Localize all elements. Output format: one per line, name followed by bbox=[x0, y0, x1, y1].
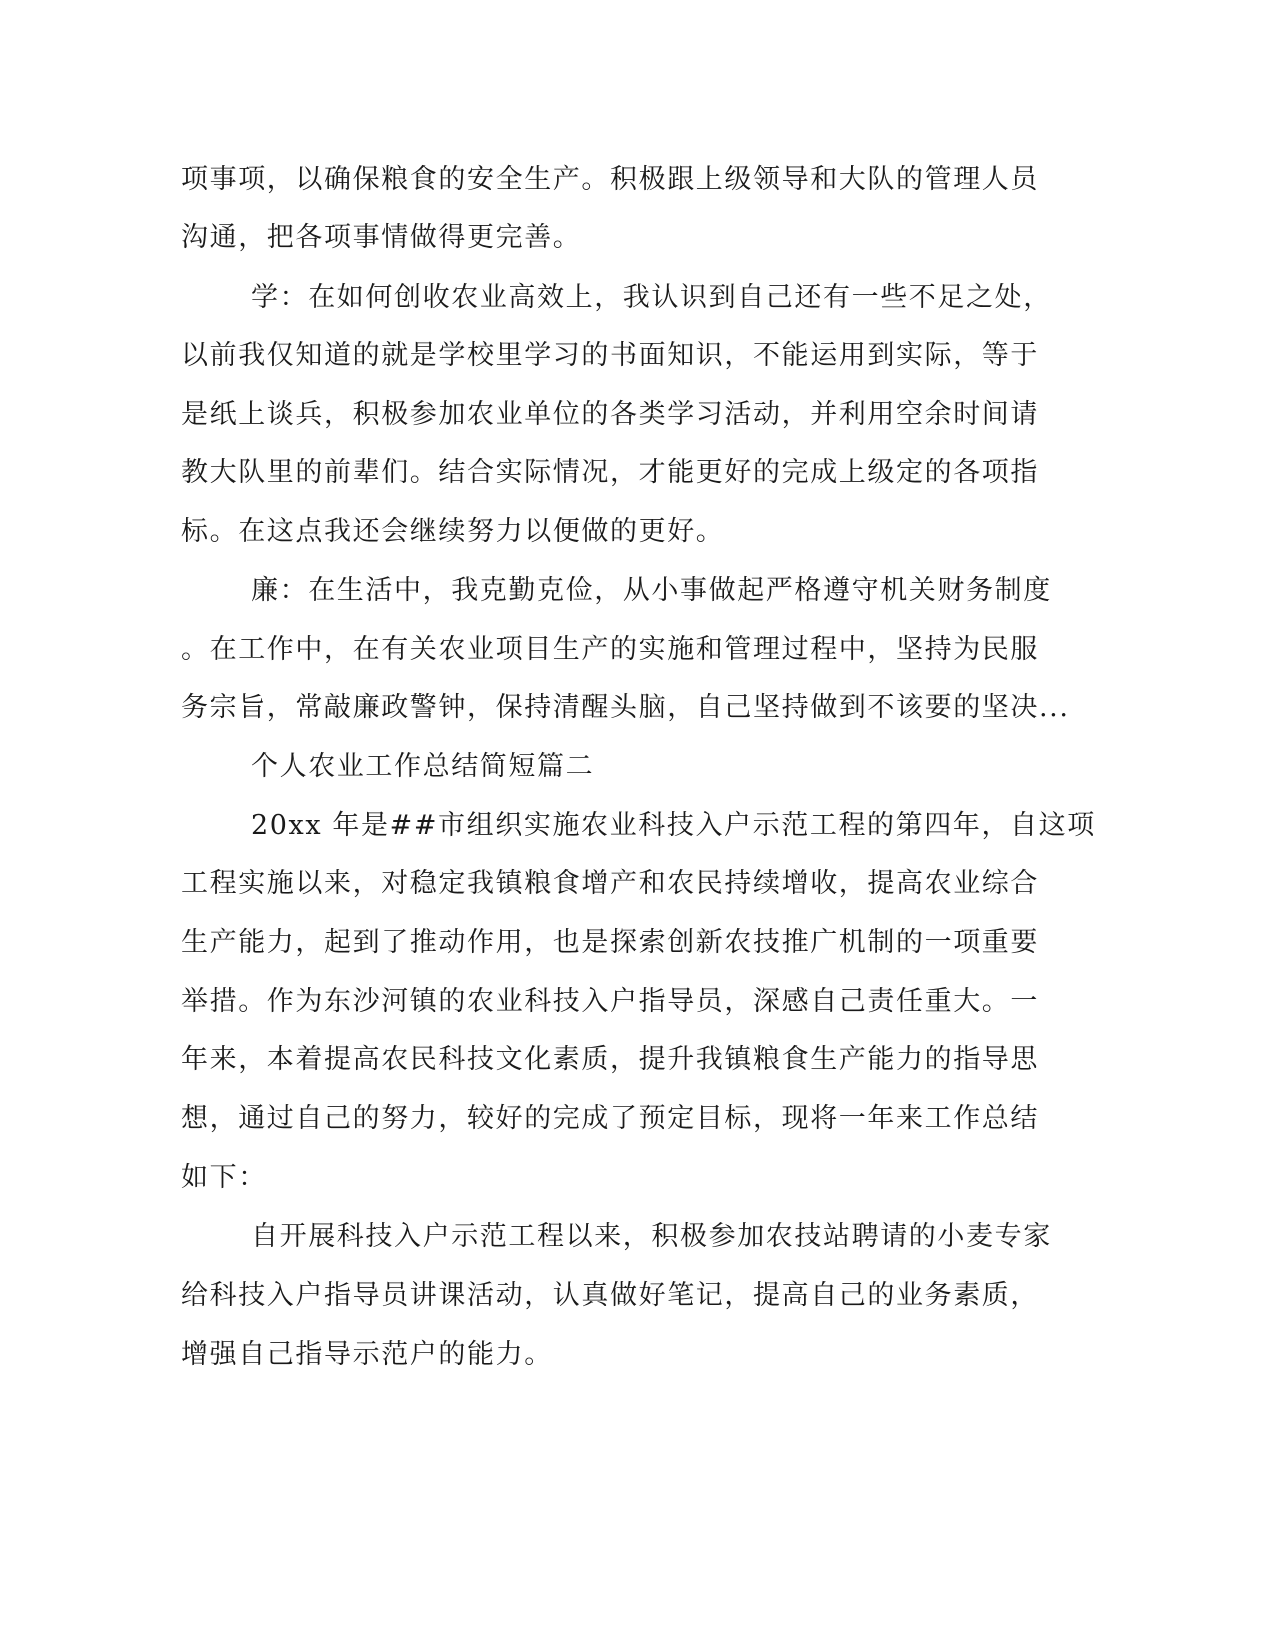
text-line: 给科技入户指导员讲课活动，认真做好笔记，提高自己的业务素质， bbox=[181, 1280, 1039, 1311]
paragraph-lian-start: 廉：在生活中，我克勤克俭，从小事做起严格遵守机关财务制度 bbox=[251, 575, 1052, 606]
text-line: 项事项，以确保粮食的安全生产。积极跟上级领导和大队的管理人员 bbox=[181, 164, 1039, 195]
text-line: 举措。作为东沙河镇的农业科技入户指导员，深感自己责任重大。一 bbox=[181, 986, 1039, 1017]
text-line: 生产能力，起到了推动作用，也是探索创新农技推广机制的一项重要 bbox=[181, 927, 1039, 958]
text-line: 。在工作中，在有关农业项目生产的实施和管理过程中，坚持为民服 bbox=[181, 634, 1039, 665]
text-line: 如下： bbox=[181, 1162, 267, 1193]
text-line: 增强自己指导示范户的能力。 bbox=[181, 1339, 553, 1370]
text-line: 以前我仅知道的就是学校里学习的书面知识，不能运用到实际，等于 bbox=[181, 340, 1039, 371]
section-heading: 个人农业工作总结简短篇二 bbox=[251, 751, 595, 782]
text-line: 沟通，把各项事情做得更完善。 bbox=[181, 222, 582, 253]
paragraph-training-start: 自开展科技入户示范工程以来，积极参加农技站聘请的小麦专家 bbox=[251, 1221, 1052, 1252]
text-line: 工程实施以来，对稳定我镇粮食增产和农民持续增收，提高农业综合 bbox=[181, 868, 1039, 899]
paragraph-xue-start: 学：在如何创收农业高效上，我认识到自己还有一些不足之处， bbox=[251, 282, 1052, 313]
text-line: 务宗旨，常敲廉政警钟，保持清醒头脑，自己坚持做到不该要的坚决... bbox=[181, 692, 1070, 723]
text-line: 是纸上谈兵，积极参加农业单位的各类学习活动，并利用空余时间请 bbox=[181, 399, 1039, 430]
text-line: 想，通过自己的努力，较好的完成了预定目标，现将一年来工作总结 bbox=[181, 1103, 1039, 1134]
text-line: 年来，本着提高农民科技文化素质，提升我镇粮食生产能力的指导思 bbox=[181, 1044, 1039, 1075]
text-line: 标。在这点我还会继续努力以便做的更好。 bbox=[181, 516, 725, 547]
text-line: 教大队里的前辈们。结合实际情况，才能更好的完成上级定的各项指 bbox=[181, 457, 1039, 488]
paragraph-intro-start: 20xx 年是##市组织实施农业科技入户示范工程的第四年，自这项 bbox=[251, 810, 1096, 841]
